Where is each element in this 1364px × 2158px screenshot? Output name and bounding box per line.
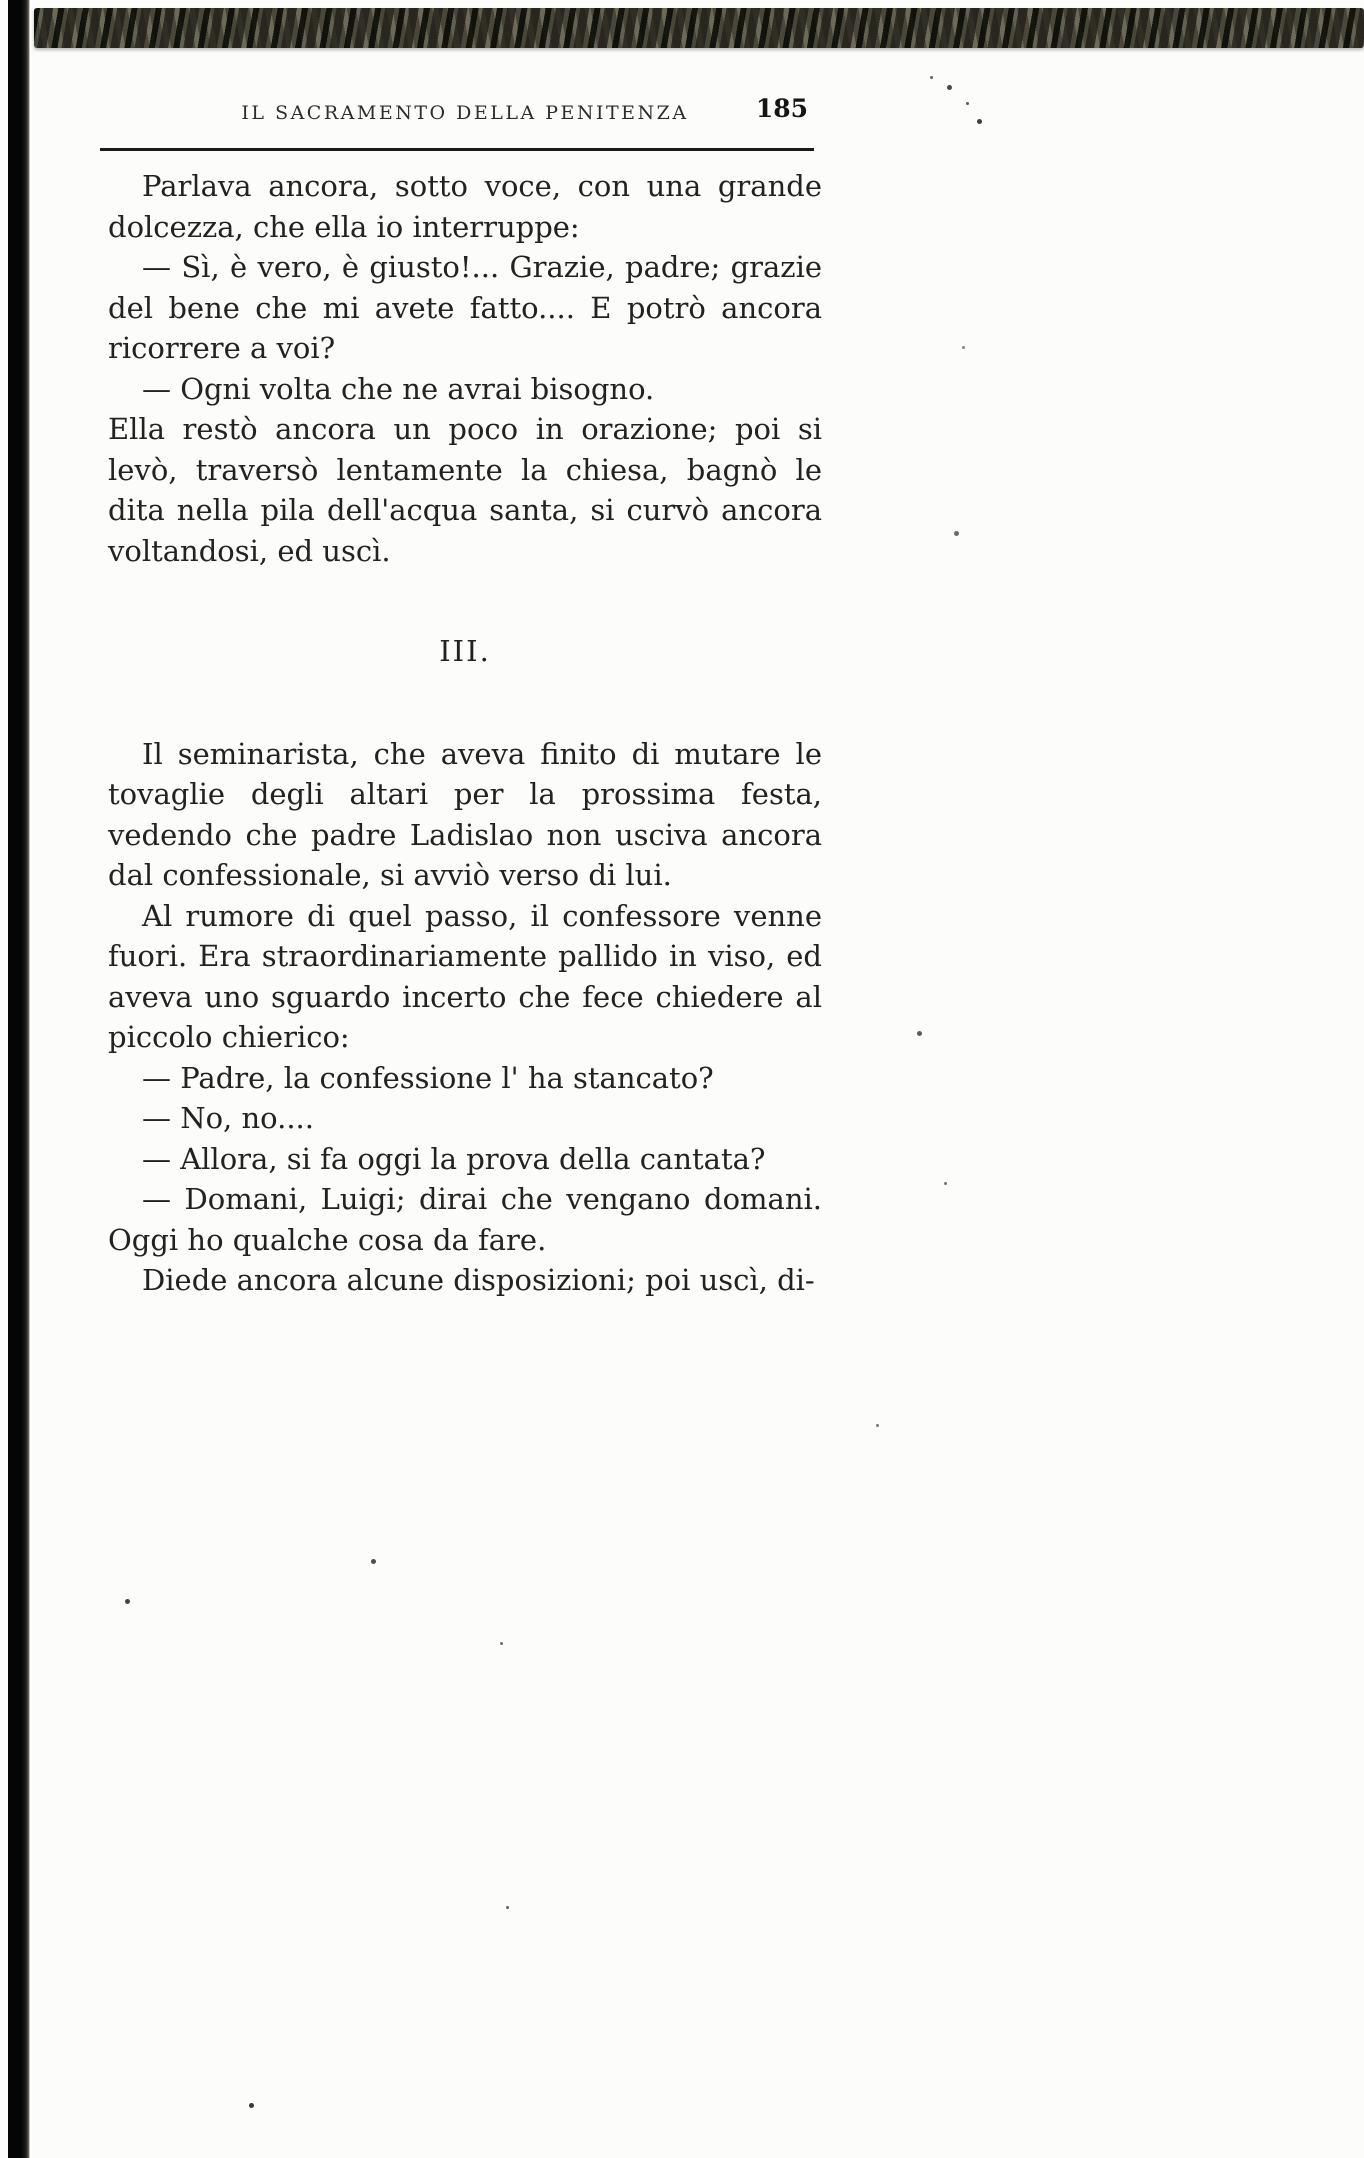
running-title: IL SACRAMENTO DELLA PENITENZA (241, 102, 689, 124)
page-body (108, 166, 822, 1301)
section-heading: III. (439, 634, 491, 668)
header-rule (100, 148, 814, 151)
paragraph: Il seminarista, che aveva finito di mutare le tovaglie degli altari per la prossima festa, vedendo che padre Ladislao non usciva ancora dal confessionale, si avviò verso di lui. (108, 736, 822, 892)
paragraph: — Allora, si fa oggi la prova della cantata? (142, 1141, 766, 1176)
paragraph: — Padre, la confessione l' ha stancato? (142, 1060, 714, 1095)
scan-artifact-top-band (34, 8, 1364, 48)
paragraph: Diede ancora alcune disposizioni; poi uscì, di- (142, 1263, 815, 1297)
page-number: 185 (755, 94, 808, 123)
scan-artifact-specks (0, 0, 3, 3)
paragraph: — No, no.... (142, 1101, 314, 1135)
paragraph: — Ogni volta che ne avrai bisogno. (142, 371, 655, 406)
scan-artifact-left-gutter (8, 0, 30, 2158)
page-header (108, 94, 822, 134)
paragraph: Parlava ancora, sotto voce, con una grande dolcezza, che ella io interruppe: (108, 169, 822, 244)
paragraph: — Sì, è vero, è giusto!... Grazie, padre; grazie del bene che mi avete fatto.... E potrò ancora ricorrere a voi? (108, 250, 822, 365)
paragraph: Al rumore di quel passo, il confessore venne fuori. Era straordinariamente pallido in viso, ed aveva uno sguardo incerto che fece chiedere al piccolo chierico: (108, 898, 822, 1054)
paragraph: Ella restò ancora un poco in orazione; poi si levò, traversò lentamente la chiesa, bagnò le dita nella pila dell'acqua santa, si curvò ancora voltandosi, ed uscì. (108, 412, 822, 568)
paragraph: — Domani, Luigi; dirai che vengano domani. Oggi ho qualche cosa da fare. (108, 1182, 822, 1257)
